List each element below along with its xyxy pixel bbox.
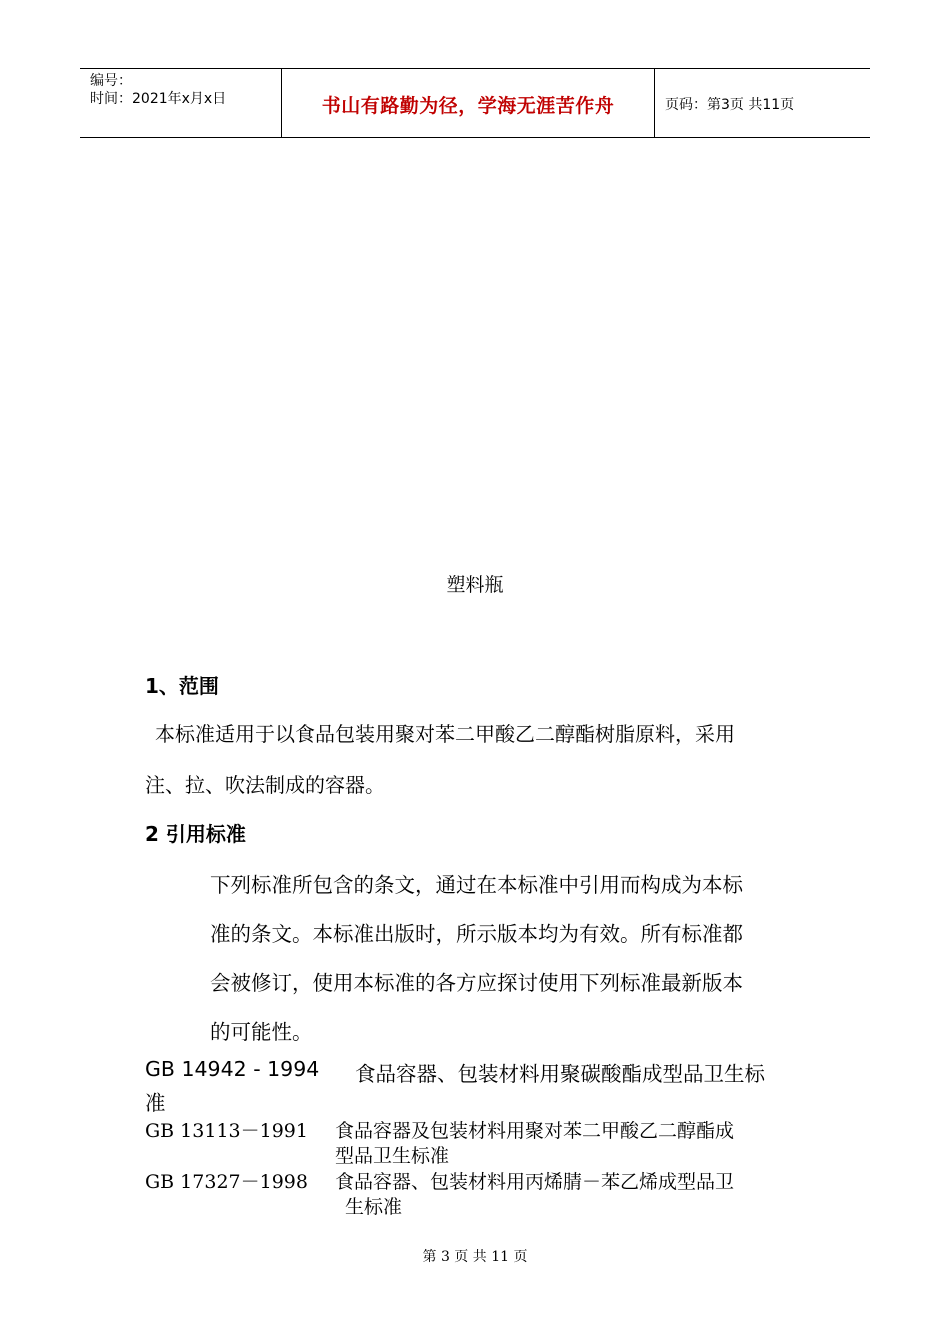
header-motto-cell [282,69,655,137]
reference-title: 食品容器、包装材料用聚碳酸酯成型品卫生标 [355,1062,765,1086]
scope-paragraph-line-2: 注、拉、吹法制成的容器。 [145,773,385,797]
page-header [80,68,870,138]
section-heading-scope: 1、范围 [145,674,219,698]
references-paragraph-line-1: 下列标准所包含的条文，通过在本标准中引用而构成为本标 [210,873,743,897]
document-title: 塑料瓶 [446,574,504,596]
header-page-cell [655,69,870,137]
document-time-label: 时间：2021年x月x日 [90,91,227,107]
header-motto: 书山有路勤为径，学海无涯苦作舟 [321,95,615,117]
reference-title-continued: 准 [145,1091,166,1115]
section-heading-references: 2 引用标准 [145,822,246,846]
references-paragraph-line-2: 准的条文。本标准出版时，所示版本均为有效。所有标准都 [210,922,743,946]
references-paragraph-line-4: 的可能性。 [210,1020,313,1044]
header-page-info: 页码：第3页 共11页 [665,97,795,113]
reference-title: 食品容器及包装材料用聚对苯二甲酸乙二醇酯成 [335,1120,735,1142]
header-meta-cell [80,69,282,137]
references-paragraph-line-3: 会被修订，使用本标准的各方应探讨使用下列标准最新版本 [210,971,743,995]
reference-title: 食品容器、包装材料用丙烯腈－苯乙烯成型品卫 [335,1171,735,1193]
reference-code: GB 14942 - 1994 [145,1057,320,1081]
reference-title-continued: 型品卫生标准 [335,1145,450,1167]
scope-paragraph-line-1: 本标准适用于以食品包装用聚对苯二甲酸乙二醇酯树脂原料，采用 [155,722,735,746]
document-number-label: 编号： [90,73,132,89]
page-footer: 第 3 页 共 11 页 [422,1249,528,1265]
reference-title-continued: 生标准 [345,1196,403,1218]
reference-code: GB 17327－1998 [145,1171,308,1193]
reference-code: GB 13113－1991 [145,1120,308,1142]
